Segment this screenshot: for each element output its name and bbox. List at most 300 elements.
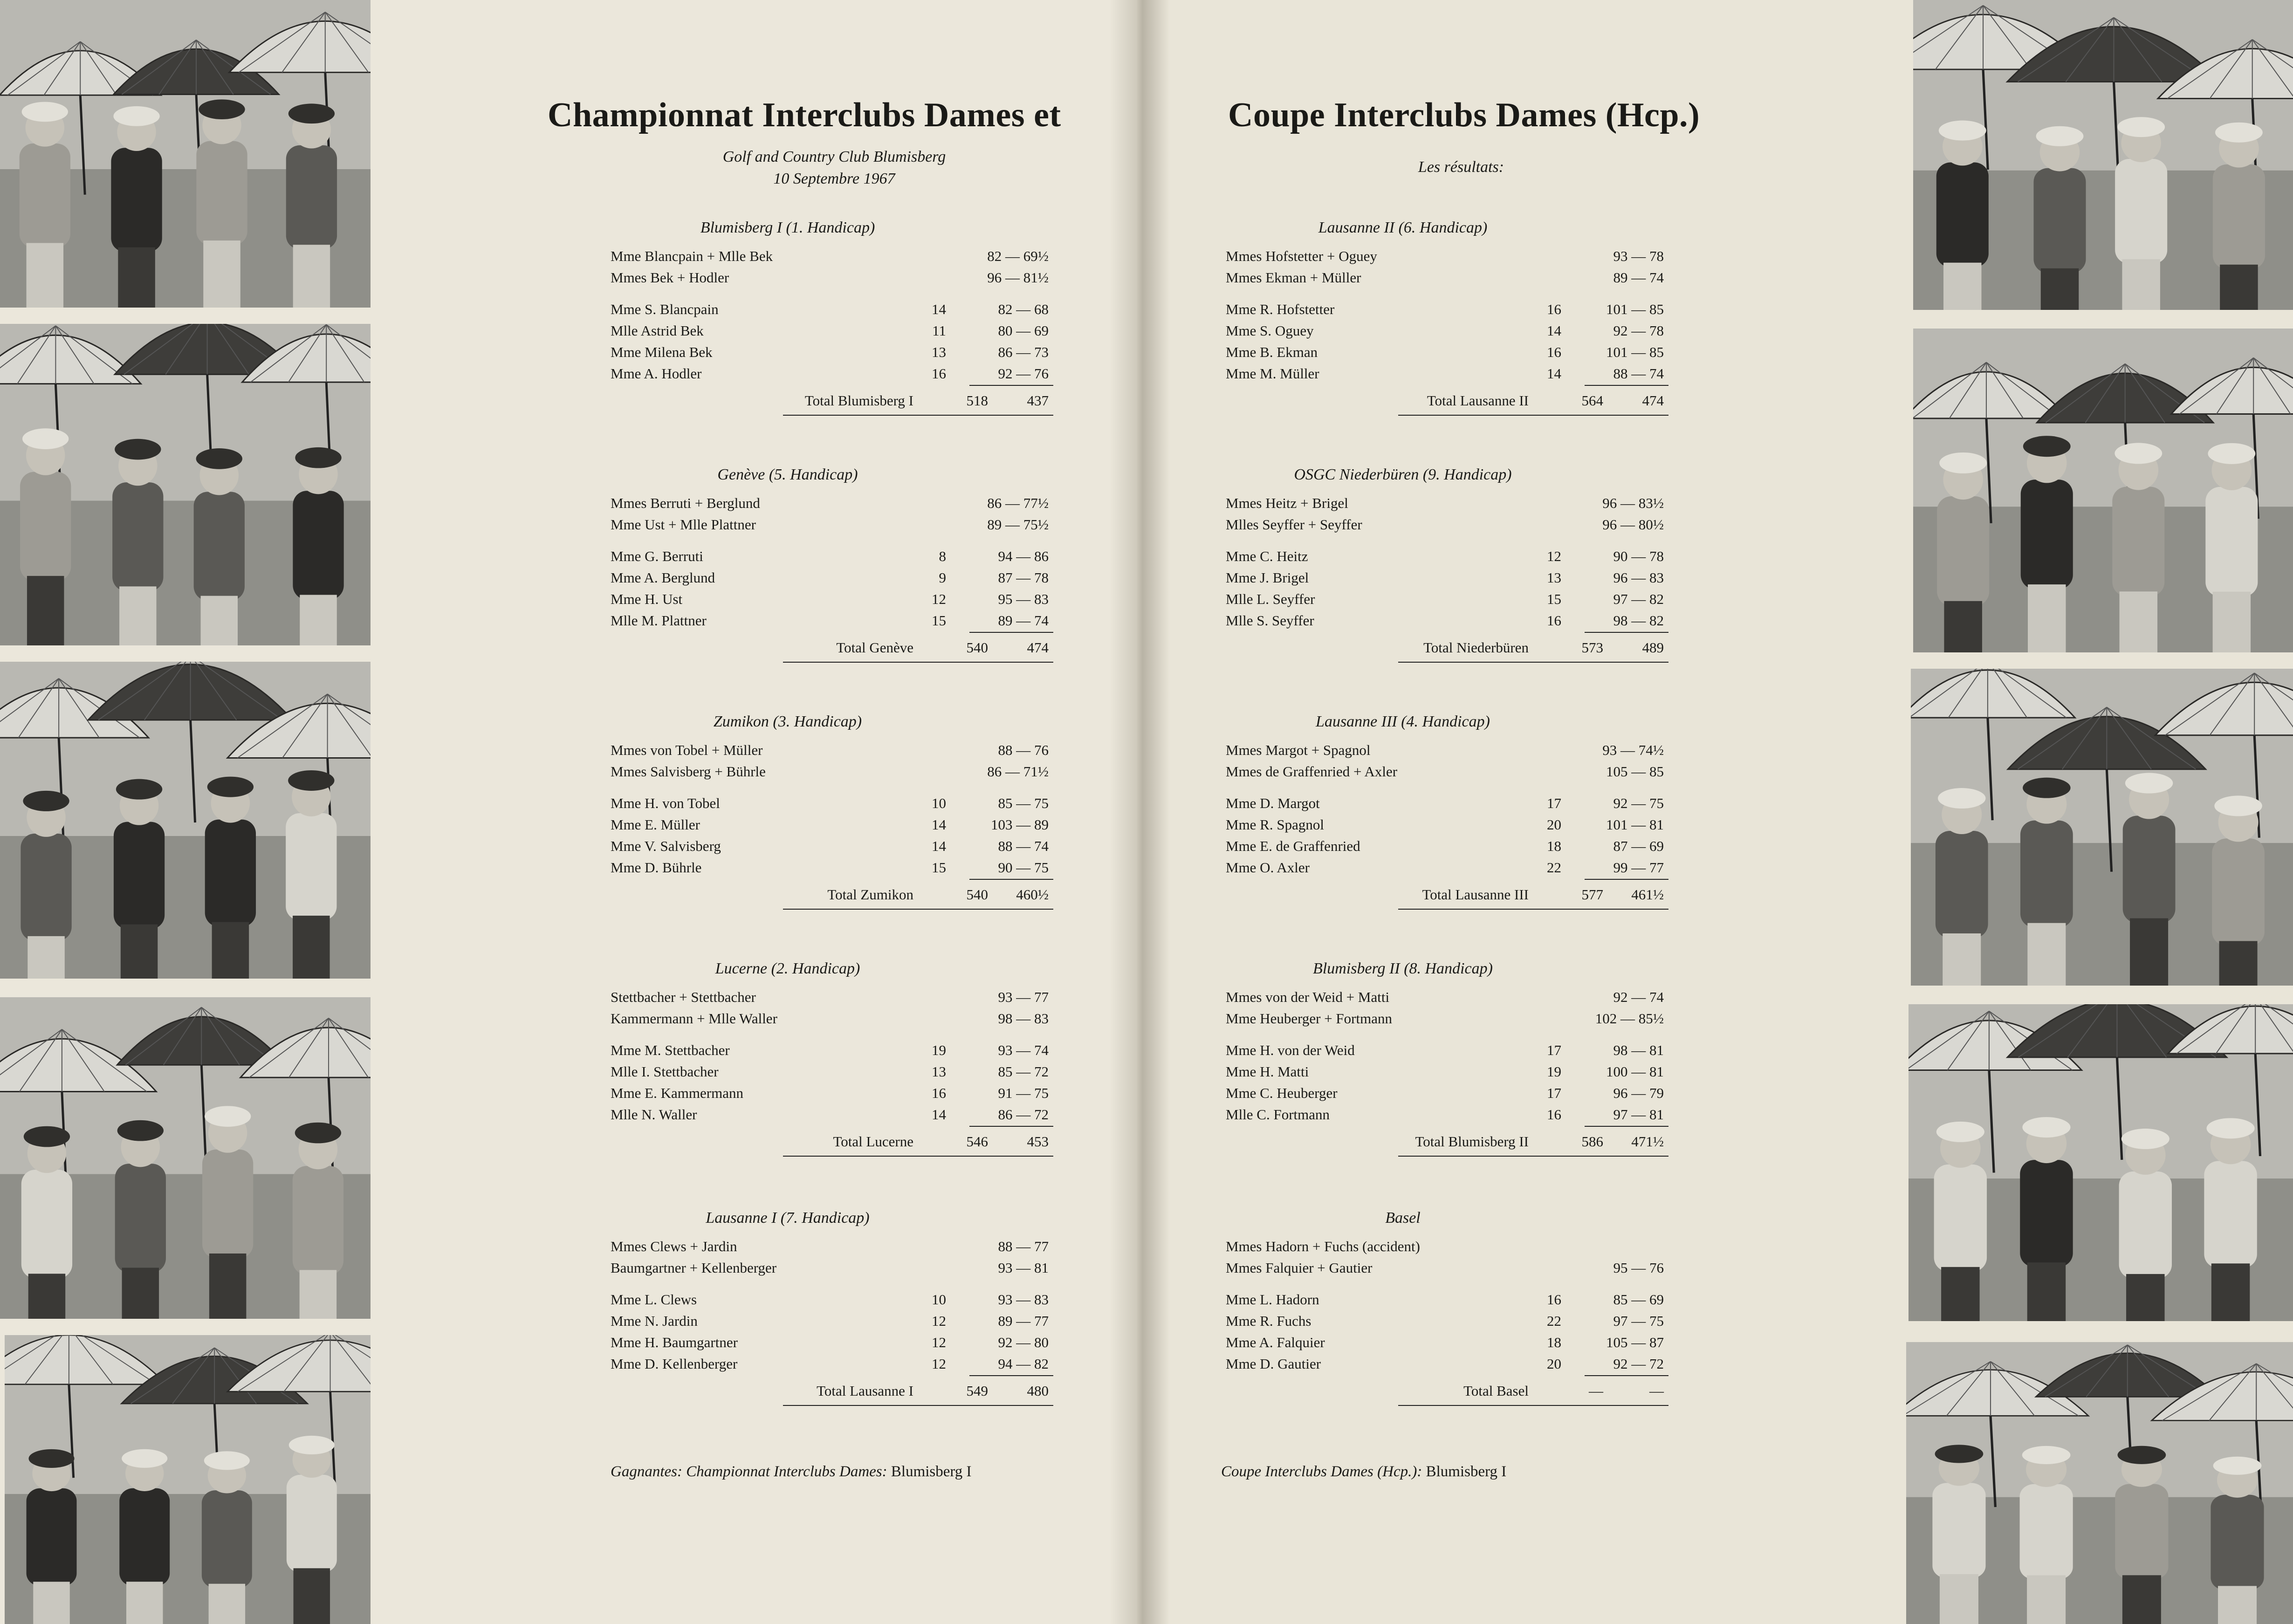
player-score: 97 — 82 — [1613, 591, 1664, 607]
total-label: Total Genève — [836, 639, 913, 656]
player-score: 101 — 81 — [1606, 816, 1664, 833]
pair-names: Mmes Berruti + Berglund — [611, 495, 760, 511]
player-handicap: 14 — [1547, 365, 1561, 382]
event-date: 10 Septembre 1967 — [773, 170, 895, 187]
pair-row — [1226, 248, 1673, 268]
pair-row — [611, 742, 1058, 762]
pair-names: Mmes Clews + Jardin — [611, 1238, 737, 1254]
player-row — [611, 1042, 1058, 1062]
total-label: Total Lucerne — [833, 1133, 913, 1150]
player-score: 90 — 78 — [1613, 548, 1664, 564]
player-row — [1226, 859, 1673, 880]
player-name: Mme E. Kammermann — [611, 1085, 743, 1101]
pair-score: 82 — 69½ — [987, 248, 1049, 264]
player-score: 105 — 87 — [1606, 1334, 1664, 1350]
player-row — [1226, 591, 1673, 611]
player-handicap: 14 — [932, 301, 946, 317]
player-score: 86 — 73 — [998, 344, 1049, 360]
player-score: 90 — 75 — [998, 859, 1049, 876]
total-net: 471½ — [1631, 1133, 1664, 1150]
player-score: 93 — 74 — [998, 1042, 1049, 1058]
total-net: 474 — [1642, 392, 1664, 409]
player-name: Mlle N. Waller — [611, 1106, 697, 1123]
player-name: Mme E. Müller — [611, 816, 700, 833]
total-label: Total Basel — [1463, 1383, 1529, 1399]
pair-names: Baumgartner + Kellenberger — [611, 1260, 777, 1276]
pair-names: Mmes von der Weid + Matti — [1226, 989, 1390, 1005]
photo-right-2 — [1913, 329, 2293, 652]
team-section — [611, 1209, 1058, 1442]
total-gross: 549 — [966, 1383, 988, 1399]
total-gross: 518 — [966, 392, 988, 409]
pair-row — [611, 495, 1058, 515]
player-handicap: 16 — [1547, 1106, 1561, 1123]
player-handicap: 19 — [1547, 1063, 1561, 1080]
team-heading: Lucerne (2. Handicap) — [715, 960, 860, 977]
player-handicap: 13 — [1547, 569, 1561, 586]
player-row — [1226, 1106, 1673, 1127]
total-underline — [783, 1156, 1053, 1157]
player-name: Mme A. Hodler — [611, 365, 702, 382]
photo-right-3 — [1911, 669, 2293, 986]
pair-names: Kammermann + Mlle Waller — [611, 1010, 777, 1027]
player-handicap: 8 — [939, 548, 946, 564]
team-section — [611, 960, 1058, 1193]
photo-left-2 — [0, 324, 371, 645]
player-handicap: 22 — [1547, 859, 1561, 876]
player-name: Mme D. Bührle — [611, 859, 702, 876]
total-underline — [1398, 662, 1668, 663]
player-row — [1226, 1313, 1673, 1333]
player-handicap: 15 — [932, 859, 946, 876]
team-section — [611, 466, 1058, 699]
player-name: Mlle I. Stettbacher — [611, 1063, 719, 1080]
team-section — [1226, 960, 1673, 1193]
player-row — [1226, 548, 1673, 569]
pair-score: 102 — 85½ — [1595, 1010, 1664, 1027]
total-underline — [1398, 1156, 1668, 1157]
player-row — [1226, 365, 1673, 386]
player-name: Mme D. Margot — [1226, 795, 1320, 811]
player-handicap: 18 — [1547, 1334, 1561, 1350]
total-underline — [783, 909, 1053, 910]
total-net: — — [1649, 1383, 1664, 1399]
pair-score: 93 — 77 — [998, 989, 1049, 1005]
player-score: 92 — 80 — [998, 1334, 1049, 1350]
player-handicap: 20 — [1547, 816, 1561, 833]
player-name: Mme A. Berglund — [611, 569, 715, 586]
pair-row — [1226, 495, 1673, 515]
player-handicap: 16 — [1547, 612, 1561, 629]
pair-row — [1226, 1010, 1673, 1031]
player-name: Mme H. Matti — [1226, 1063, 1309, 1080]
player-handicap: 18 — [1547, 838, 1561, 854]
player-name: Mme L. Hadorn — [1226, 1291, 1319, 1308]
total-underline — [783, 1405, 1053, 1406]
player-row — [1226, 816, 1673, 837]
photo-left-3 — [0, 662, 371, 979]
player-handicap: 12 — [932, 1334, 946, 1350]
total-rule — [969, 879, 1053, 880]
pair-score: 93 — 78 — [1613, 248, 1664, 264]
player-row — [611, 301, 1058, 322]
player-row — [611, 795, 1058, 815]
photo-right-1 — [1913, 0, 2293, 310]
pair-score: 95 — 76 — [1613, 1260, 1664, 1276]
photo-right-4 — [1909, 1004, 2293, 1321]
player-score: 85 — 69 — [1613, 1291, 1664, 1308]
total-net: 480 — [1027, 1383, 1049, 1399]
player-handicap: 14 — [932, 816, 946, 833]
pair-row — [611, 763, 1058, 784]
player-handicap: 14 — [932, 1106, 946, 1123]
player-handicap: 12 — [1547, 548, 1561, 564]
player-row — [611, 838, 1058, 858]
player-row — [611, 591, 1058, 611]
player-score: 94 — 82 — [998, 1356, 1049, 1372]
player-name: Mme H. von der Weid — [1226, 1042, 1355, 1058]
player-row — [611, 859, 1058, 880]
pair-score: 88 — 76 — [998, 742, 1049, 758]
player-name: Mlle L. Seyffer — [1226, 591, 1315, 607]
pair-row — [1226, 742, 1673, 762]
player-handicap: 10 — [932, 795, 946, 811]
player-name: Mme Milena Bek — [611, 344, 713, 360]
total-label: Total Niederbüren — [1423, 639, 1529, 656]
player-row — [1226, 1291, 1673, 1312]
player-score: 88 — 74 — [1613, 365, 1664, 382]
pair-score: 89 — 74 — [1613, 269, 1664, 286]
player-row — [611, 322, 1058, 343]
player-name: Mme B. Ekman — [1226, 344, 1318, 360]
player-name: Mme G. Berruti — [611, 548, 703, 564]
player-handicap: 9 — [939, 569, 946, 586]
player-score: 86 — 72 — [998, 1106, 1049, 1123]
player-name: Mme L. Clews — [611, 1291, 697, 1308]
player-name: Mme H. von Tobel — [611, 795, 720, 811]
footer-winner: Blumisberg I — [891, 1463, 972, 1480]
total-net: 489 — [1642, 639, 1664, 656]
player-handicap: 17 — [1547, 1085, 1561, 1101]
total-label: Total Zumikon — [827, 886, 913, 903]
player-score: 101 — 85 — [1606, 344, 1664, 360]
player-score: 85 — 75 — [998, 795, 1049, 811]
player-row — [1226, 1042, 1673, 1062]
player-name: Mme H. Ust — [611, 591, 683, 607]
pair-row — [611, 1238, 1058, 1259]
pair-names: Mmes Hofstetter + Oguey — [1226, 248, 1377, 264]
player-score: 92 — 78 — [1613, 322, 1664, 339]
total-gross: 540 — [966, 886, 988, 903]
player-handicap: 17 — [1547, 1042, 1561, 1058]
player-row — [611, 344, 1058, 364]
pair-score: 96 — 81½ — [987, 269, 1049, 286]
player-handicap: 14 — [1547, 322, 1561, 339]
player-name: Mlle Astrid Bek — [611, 322, 704, 339]
total-rule — [1585, 1375, 1668, 1376]
player-handicap: 10 — [932, 1291, 946, 1308]
player-score: 96 — 79 — [1613, 1085, 1664, 1101]
pair-names: Mmes Hadorn + Fuchs (accident) — [1226, 1238, 1420, 1254]
player-score: 89 — 77 — [998, 1313, 1049, 1329]
pair-names: Mmes Ekman + Müller — [1226, 269, 1361, 286]
total-label: Total Lausanne I — [817, 1383, 913, 1399]
player-row — [1226, 569, 1673, 590]
player-name: Mme R. Spagnol — [1226, 816, 1324, 833]
player-row — [1226, 1063, 1673, 1084]
team-section — [1226, 713, 1673, 946]
player-score: 92 — 72 — [1613, 1356, 1664, 1372]
player-handicap: 16 — [1547, 1291, 1561, 1308]
pair-score: 93 — 74½ — [1602, 742, 1664, 758]
total-rule — [969, 1126, 1053, 1127]
total-gross: 540 — [966, 639, 988, 656]
player-score: 88 — 74 — [998, 838, 1049, 854]
total-underline — [783, 415, 1053, 416]
player-name: Mme C. Heuberger — [1226, 1085, 1338, 1101]
pair-names: Stettbacher + Stettbacher — [611, 989, 756, 1005]
player-handicap: 22 — [1547, 1313, 1561, 1329]
player-handicap: 14 — [932, 838, 946, 854]
photo-right-5 — [1906, 1342, 2293, 1624]
player-score: 95 — 83 — [998, 591, 1049, 607]
player-row — [611, 548, 1058, 569]
player-score: 103 — 89 — [991, 816, 1049, 833]
player-score: 97 — 75 — [1613, 1313, 1664, 1329]
player-score: 100 — 81 — [1606, 1063, 1664, 1080]
pair-row — [1226, 763, 1673, 784]
total-rule — [969, 385, 1053, 386]
footer-winner: Blumisberg I — [1426, 1463, 1507, 1480]
event-venue: Golf and Country Club Blumisberg — [722, 148, 946, 165]
player-name: Mlle S. Seyffer — [1226, 612, 1314, 629]
team-heading: Lausanne III (4. Handicap) — [1316, 713, 1490, 730]
team-heading: Blumisberg II (8. Handicap) — [1313, 960, 1493, 977]
total-net: 460½ — [1016, 886, 1049, 903]
pair-score: 86 — 77½ — [987, 495, 1049, 511]
player-name: Mme A. Falquier — [1226, 1334, 1325, 1350]
player-handicap: 17 — [1547, 795, 1561, 811]
player-handicap: 12 — [932, 1313, 946, 1329]
total-rule — [1585, 1126, 1668, 1127]
player-name: Mme J. Brigel — [1226, 569, 1309, 586]
player-row — [611, 1356, 1058, 1376]
player-name: Mme M. Müller — [1226, 365, 1319, 382]
pair-row — [611, 516, 1058, 537]
player-handicap: 15 — [1547, 591, 1561, 607]
pair-names: Mmes Salvisberg + Bührle — [611, 763, 766, 780]
player-score: 89 — 74 — [998, 612, 1049, 629]
team-section — [1226, 219, 1673, 452]
player-handicap: 16 — [1547, 301, 1561, 317]
player-handicap: 12 — [932, 1356, 946, 1372]
total-rule — [1585, 632, 1668, 633]
player-row — [1226, 612, 1673, 633]
player-handicap: 19 — [932, 1042, 946, 1058]
player-name: Mme S. Blancpain — [611, 301, 719, 317]
player-score: 92 — 75 — [1613, 795, 1664, 811]
player-name: Mme R. Hofstetter — [1226, 301, 1335, 317]
player-handicap: 16 — [932, 1085, 946, 1101]
total-label: Total Lausanne II — [1427, 392, 1529, 409]
pair-names: Mmes von Tobel + Müller — [611, 742, 763, 758]
photo-left-4 — [0, 997, 371, 1319]
pair-score: 88 — 77 — [998, 1238, 1049, 1254]
player-score: 94 — 86 — [998, 548, 1049, 564]
player-row — [611, 1313, 1058, 1333]
player-name: Mme E. de Graffenried — [1226, 838, 1360, 854]
photo-left-5 — [5, 1335, 371, 1624]
player-score: 93 — 83 — [998, 1291, 1049, 1308]
total-label: Total Lausanne III — [1422, 886, 1529, 903]
player-name: Mme O. Axler — [1226, 859, 1310, 876]
player-name: Mme D. Gautier — [1226, 1356, 1321, 1372]
pair-row — [611, 248, 1058, 268]
player-name: Mme S. Oguey — [1226, 322, 1314, 339]
results-label: Les résultats: — [1418, 158, 1504, 176]
player-score: 96 — 83 — [1613, 569, 1664, 586]
player-row — [611, 1085, 1058, 1105]
pair-names: Mme Blancpain + Mlle Bek — [611, 248, 773, 264]
left-footer — [611, 1463, 972, 1480]
team-heading: Blumisberg I (1. Handicap) — [700, 219, 875, 236]
pair-names: Mmes Bek + Hodler — [611, 269, 729, 286]
total-rule — [1585, 879, 1668, 880]
total-gross: 564 — [1581, 392, 1603, 409]
total-net: 474 — [1027, 639, 1049, 656]
total-net: 461½ — [1631, 886, 1664, 903]
pair-row — [611, 1260, 1058, 1280]
player-name: Mme N. Jardin — [611, 1313, 698, 1329]
player-score: 98 — 82 — [1613, 612, 1664, 629]
player-name: Mme R. Fuchs — [1226, 1313, 1311, 1329]
player-row — [1226, 1085, 1673, 1105]
player-row — [1226, 322, 1673, 343]
player-handicap: 16 — [932, 365, 946, 382]
player-score: 99 — 77 — [1613, 859, 1664, 876]
total-underline — [1398, 909, 1668, 910]
pair-names: Mmes Margot + Spagnol — [1226, 742, 1371, 758]
player-name: Mme H. Baumgartner — [611, 1334, 738, 1350]
pair-row — [1226, 1238, 1673, 1259]
pair-names: Mme Heuberger + Fortmann — [1226, 1010, 1392, 1027]
team-heading: Basel — [1385, 1209, 1421, 1227]
pair-score: 86 — 71½ — [987, 763, 1049, 780]
player-name: Mme D. Kellenberger — [611, 1356, 738, 1372]
pair-score: 96 — 83½ — [1602, 495, 1664, 511]
player-row — [1226, 1334, 1673, 1355]
player-row — [611, 1291, 1058, 1312]
player-score: 82 — 68 — [998, 301, 1049, 317]
total-label: Total Blumisberg II — [1415, 1133, 1529, 1150]
pair-names: Mmes Heitz + Brigel — [1226, 495, 1348, 511]
total-net: 453 — [1027, 1133, 1049, 1150]
left-page-title: Championnat Interclubs Dames et — [548, 96, 1061, 134]
footer-label: Coupe Interclubs Dames (Hcp.): — [1221, 1463, 1422, 1480]
pair-score: 93 — 81 — [998, 1260, 1049, 1276]
pair-row — [1226, 516, 1673, 537]
player-name: Mlle C. Fortmann — [1226, 1106, 1330, 1123]
team-heading: OSGC Niederbüren (9. Handicap) — [1294, 466, 1512, 483]
pair-row — [611, 269, 1058, 290]
player-row — [611, 1063, 1058, 1084]
player-handicap: 13 — [932, 1063, 946, 1080]
team-heading: Lausanne II (6. Handicap) — [1318, 219, 1488, 236]
total-underline — [1398, 415, 1668, 416]
total-rule — [969, 1375, 1053, 1376]
player-row — [1226, 344, 1673, 364]
pair-row — [611, 1010, 1058, 1031]
footer-label: Gagnantes: Championnat Interclubs Dames: — [611, 1463, 887, 1480]
player-handicap: 15 — [932, 612, 946, 629]
player-handicap: 20 — [1547, 1356, 1561, 1372]
pair-score: 96 — 80½ — [1602, 516, 1664, 533]
team-heading: Lausanne I (7. Handicap) — [706, 1209, 870, 1227]
player-name: Mlle M. Plattner — [611, 612, 707, 629]
player-row — [1226, 1356, 1673, 1376]
player-score: 101 — 85 — [1606, 301, 1664, 317]
player-name: Mme C. Heitz — [1226, 548, 1308, 564]
total-gross: 577 — [1581, 886, 1603, 903]
player-score: 91 — 75 — [998, 1085, 1049, 1101]
player-row — [1226, 795, 1673, 815]
pair-names: Mmes Falquier + Gautier — [1226, 1260, 1373, 1276]
total-gross: 573 — [1581, 639, 1603, 656]
team-section — [1226, 1209, 1673, 1442]
right-footer — [1221, 1463, 1506, 1480]
photo-left-1 — [0, 0, 371, 308]
team-section — [611, 219, 1058, 452]
player-score: 87 — 69 — [1613, 838, 1664, 854]
pair-row — [1226, 989, 1673, 1009]
pair-row — [1226, 1260, 1673, 1280]
player-row — [1226, 301, 1673, 322]
player-row — [1226, 838, 1673, 858]
player-handicap: 12 — [932, 591, 946, 607]
player-name: Mme M. Stettbacher — [611, 1042, 730, 1058]
player-row — [611, 569, 1058, 590]
player-handicap: 11 — [932, 322, 946, 339]
pair-score: 98 — 83 — [998, 1010, 1049, 1027]
team-section — [611, 713, 1058, 946]
player-score: 98 — 81 — [1613, 1042, 1664, 1058]
total-rule — [969, 632, 1053, 633]
player-score: 97 — 81 — [1613, 1106, 1664, 1123]
total-gross: — — [1589, 1383, 1603, 1399]
total-gross: 586 — [1581, 1133, 1603, 1150]
page-gutter — [1109, 0, 1170, 1624]
player-score: 92 — 76 — [998, 365, 1049, 382]
pair-row — [611, 989, 1058, 1009]
player-row — [611, 612, 1058, 633]
player-handicap: 16 — [1547, 344, 1561, 360]
pair-row — [1226, 269, 1673, 290]
total-underline — [1398, 1405, 1668, 1406]
pair-names: Mlles Seyffer + Seyffer — [1226, 516, 1362, 533]
player-row — [611, 365, 1058, 386]
pair-score: 92 — 74 — [1613, 989, 1664, 1005]
player-score: 80 — 69 — [998, 322, 1049, 339]
total-net: 437 — [1027, 392, 1049, 409]
total-gross: 546 — [966, 1133, 988, 1150]
pair-names: Mme Ust + Mlle Plattner — [611, 516, 756, 533]
team-section — [1226, 466, 1673, 699]
player-row — [611, 816, 1058, 837]
team-heading: Genève (5. Handicap) — [717, 466, 858, 483]
player-score: 87 — 78 — [998, 569, 1049, 586]
total-underline — [783, 662, 1053, 663]
right-page-title: Coupe Interclubs Dames (Hcp.) — [1228, 96, 1700, 134]
